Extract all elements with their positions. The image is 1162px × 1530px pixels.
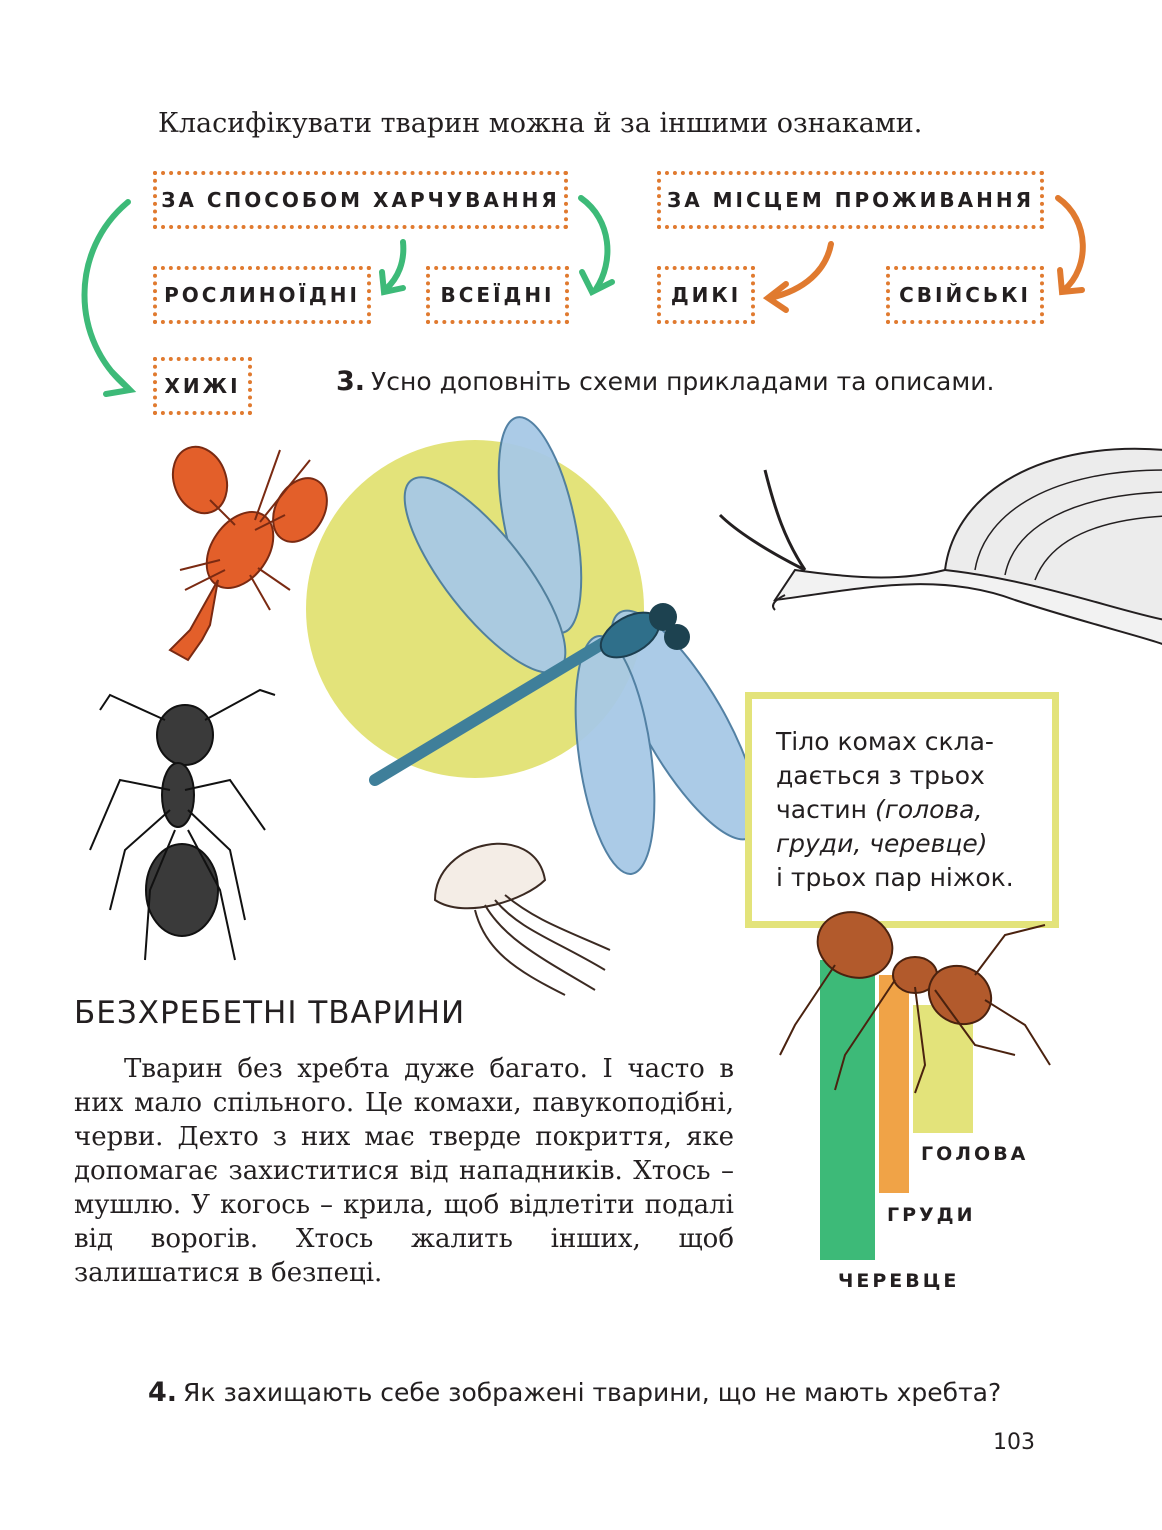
- scheme-feeding-title: ЗА СПОСОБОМ ХАРЧУВАННЯ: [153, 171, 568, 229]
- task-4-number: 4.: [148, 1377, 178, 1408]
- snail-illustration: [715, 430, 1162, 660]
- label-abdomen: ЧЕРЕВЦЕ: [838, 1270, 960, 1292]
- paragraph-text: Тварин без хребта дуже багато. І часто в них мало спільного. Це комахи, павукоподібні, черви. Дехто з них має тверде покриття, яке допомагає захиститися від нападників. Хтось – мушлю. У когось – крила, щоб відлетіти подалі від ворогів. Хтось жалить інших, щоб залишатися в безпеці.: [74, 1054, 734, 1288]
- task-4: [148, 1377, 1001, 1408]
- callout-line-1: Тіло комах скла-: [776, 727, 994, 756]
- callout-line-3-plain: частин: [776, 795, 875, 824]
- callout-line-3-italic: (голова,: [874, 795, 983, 824]
- scheme-item-herbivores: РОСЛИНОЇДНІ: [153, 266, 371, 324]
- section-title: БЕЗХРЕБЕТНІ ТВАРИНИ: [74, 995, 466, 1031]
- ant-illustration: [70, 680, 300, 970]
- scheme-item-predators: ХИЖІ: [153, 357, 252, 415]
- scheme-habitat-title: ЗА МІСЦЕМ ПРОЖИВАННЯ: [657, 171, 1044, 229]
- arrow-to-herbivores: [386, 242, 403, 289]
- task-3-text: Усно доповніть схеми прикладами та описами.: [371, 367, 995, 396]
- jellyfish-illustration: [425, 820, 615, 1000]
- scheme-item-domestic: СВІЙСЬКІ: [886, 266, 1044, 324]
- scheme-arrows: [0, 0, 1162, 420]
- body-paragraph: [74, 1052, 734, 1290]
- label-head: ГОЛОВА: [921, 1143, 1029, 1165]
- crayfish-illustration: [140, 440, 340, 670]
- page-number: 103: [993, 1430, 1035, 1455]
- label-thorax: ГРУДИ: [887, 1204, 976, 1226]
- arrow-to-predators: [85, 202, 129, 388]
- callout-line-5: і трьох пар ніжок.: [776, 863, 1014, 892]
- scheme-item-wild: ДИКІ: [657, 266, 755, 324]
- callout-line-2: дається з трьох: [776, 761, 985, 790]
- task-3-number: 3.: [336, 366, 366, 397]
- insect-body-callout: [745, 692, 1059, 928]
- callout-line-3: [776, 793, 1028, 827]
- scheme-item-omnivores: ВСЕЇДНІ: [426, 266, 569, 324]
- task-4-text: Як захищають себе зображені тварини, що не мають хребта?: [183, 1378, 1002, 1407]
- callout-line-4-italic: груди, черевце): [776, 829, 988, 858]
- intro-text: Класифікувати тварин можна й за іншими ознаками.: [158, 108, 923, 139]
- task-3: [336, 366, 994, 397]
- red-ant-illustration: [775, 895, 1055, 1095]
- callout-line-4: [776, 827, 1028, 861]
